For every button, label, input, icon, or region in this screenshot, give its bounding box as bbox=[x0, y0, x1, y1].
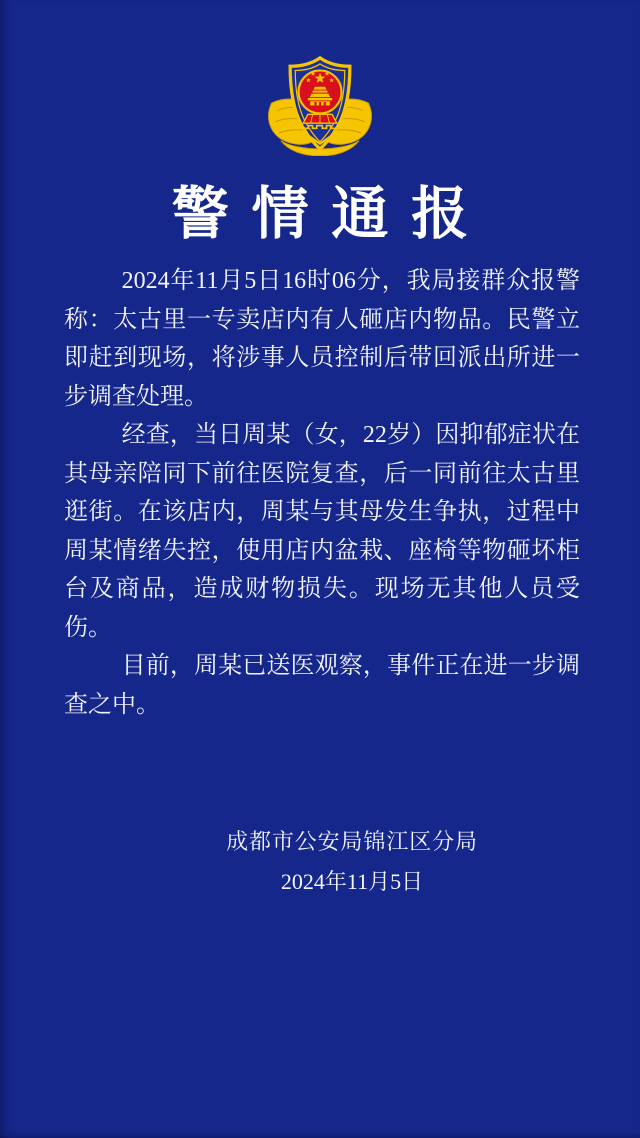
notice-body bbox=[64, 262, 580, 724]
notice-paragraph-3: 目前，周某已送医观察，事件正在进一步调查之中。 bbox=[64, 653, 580, 718]
issue-date: 2024年11月5日 bbox=[280, 869, 424, 894]
notice-paragraph-1: 2024年11月5日16时06分，我局接群众报警称：太古里一专卖店内有人砸店内物品。民警立即赶到现场，将涉事人员控制后带回派出所进一步调查处理。 bbox=[64, 268, 580, 410]
notice-title: 警情通报 bbox=[171, 183, 491, 246]
notice-paragraph-2: 经查，当日周某（女，22岁）因抑郁症状在其母亲陪同下前往医院复查，后一同前往太古里逛街。在该店内，周某与其母发生争执，过程中周某情绪失控，使用店内盆栽、座椅等物砸坏柜台及商品，造成财物损失。现场无其他人员受伤。 bbox=[64, 422, 580, 641]
signature-block bbox=[32, 822, 640, 902]
issuing-agency: 成都市公安局锦江区分局 bbox=[226, 829, 478, 854]
police-badge-icon bbox=[264, 54, 376, 156]
